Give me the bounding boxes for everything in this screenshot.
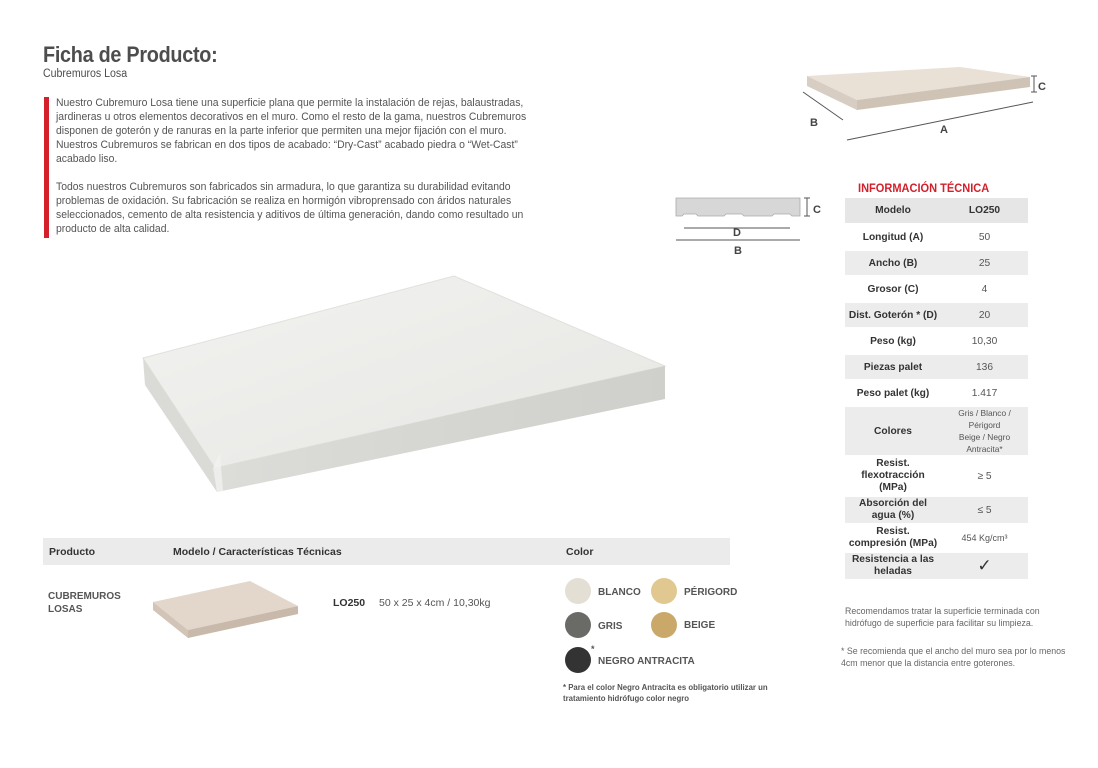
tech-row-label: Dist. Goterón * (D) — [845, 302, 941, 328]
swatch-negro-antracita — [565, 647, 591, 673]
section-b-label: B — [734, 245, 742, 257]
color-label-beige: BEIGE — [684, 620, 716, 631]
tech-header-value: LO250 — [941, 198, 1028, 224]
tech-row-label: Grosor (C) — [845, 276, 941, 302]
swatch-blanco — [565, 578, 591, 604]
product-hero-image — [95, 255, 735, 510]
swatch-perigord — [651, 578, 677, 604]
swatch-gris — [565, 612, 591, 638]
page-title: Ficha de Producto: — [43, 42, 218, 67]
tech-row — [845, 406, 1028, 456]
tech-info-table — [845, 198, 1028, 581]
tech-row — [845, 496, 1028, 524]
tech-row-label: Peso (kg) — [845, 328, 941, 354]
tech-row-value: 454 Kg/cm³ — [941, 524, 1028, 552]
tech-row — [845, 328, 1028, 354]
tech-row-value: 25 — [941, 250, 1028, 276]
model-spec: 50 x 25 x 4cm / 10,30kg — [379, 597, 491, 609]
tech-info-title: INFORMACIÓN TÉCNICA — [858, 181, 990, 195]
tech-row-value: 20 — [941, 302, 1028, 328]
tech-row-value: 10,30 — [941, 328, 1028, 354]
tech-row-value: 50 — [941, 224, 1028, 250]
tech-row-label: Resist. flexotracción (MPa) — [845, 456, 941, 496]
section-c-label: C — [813, 204, 821, 216]
tech-row-value — [941, 406, 1028, 456]
tech-row-value: ≤ 5 — [941, 496, 1028, 524]
surface-treatment-note: Recomendamos tratar la superficie terminada con hidrófugo de superficie para facilitar su limpieza. — [845, 606, 1040, 628]
tech-row — [845, 354, 1028, 380]
page-subtitle: Cubremuros Losa — [43, 68, 128, 80]
color-label-gris: GRIS — [598, 621, 623, 632]
tech-row-label: Ancho (B) — [845, 250, 941, 276]
section-d-label: D — [733, 227, 741, 239]
dimension-drawing-section — [672, 192, 832, 260]
colors-line-1: Gris / Blanco / Périgord — [958, 408, 1011, 430]
tech-row-label: Colores — [845, 406, 941, 456]
colors-line-2: Beige / Negro Antracita* — [958, 432, 1011, 454]
model-code: LO250 — [333, 597, 366, 609]
tech-row-value: ≥ 5 — [941, 456, 1028, 496]
negro-antracita-footnote: * Para el color Negro Antracita es obligatorio utilizar un tratamiento hidrófugo color negro — [563, 683, 768, 703]
intro-accent-bar — [44, 97, 49, 238]
tech-row — [845, 524, 1028, 552]
tech-row-label: Absorción del agua (%) — [845, 496, 941, 524]
tech-row-label: Resistencia a las heladas — [845, 552, 941, 580]
tech-row — [845, 552, 1028, 580]
tech-row-label: Resist. compresión (MPa) — [845, 524, 941, 552]
swatch-beige — [651, 612, 677, 638]
header-color: Color — [566, 546, 594, 558]
product-thumbnail — [150, 578, 300, 646]
product-name: CUBREMUROS LOSAS — [48, 591, 121, 615]
tech-row-value: 136 — [941, 354, 1028, 380]
color-label-perigord: PÉRIGORD — [684, 587, 738, 598]
tech-row — [845, 456, 1028, 496]
tech-row-value: 4 — [941, 276, 1028, 302]
tech-row — [845, 302, 1028, 328]
wall-width-note: * Se recomienda que el ancho del muro sea por lo menos 4cm menor que la distancia entre goterones. — [841, 646, 1066, 668]
header-product: Producto — [49, 546, 96, 558]
tech-row-label: Piezas palet — [845, 354, 941, 380]
tech-row — [845, 380, 1028, 406]
tech-row-value: 1.417 — [941, 380, 1028, 406]
tech-row — [845, 224, 1028, 250]
dimension-b-label: B — [810, 117, 818, 129]
product-table-header — [43, 538, 730, 565]
intro-text — [56, 96, 540, 250]
tech-header-label: Modelo — [845, 198, 941, 224]
asterisk-marker: * — [591, 644, 595, 654]
dimension-a-label: A — [940, 124, 948, 136]
intro-paragraph-2: Todos nuestros Cubremuros son fabricados sin armadura, lo que garantiza su durabilidad evitando problemas de oxidación. Su fabricación se realiza en hormigón vibroprensado con áridos naturales seleccionados, cemento de alta resistencia y aditivos de última generación, dando como resultado un producto de alta calidad. — [56, 181, 524, 235]
tech-row-label: Peso palet (kg) — [845, 380, 941, 406]
dimension-drawing-isometric — [795, 62, 1065, 142]
tech-row-header — [845, 198, 1028, 224]
tech-row — [845, 276, 1028, 302]
intro-paragraph-1: Nuestro Cubremuro Losa tiene una superficie plana que permite la instalación de rejas, balaustradas, jardineras u otros elementos decorativos en el muro. Como el resto de la gama, nuestros Cubremuros disponen de goterón y de ranuras en la parte inferior que permiten una mejor fijación con el muro. Nuestros Cubremuros se fabrican en dos tipos de acabado: “Dry-Cast” acabado piedra o “Wet-Cast” acabado liso. — [56, 97, 527, 165]
tech-row-label: Longitud (A) — [845, 224, 941, 250]
color-label-blanco: BLANCO — [598, 587, 641, 598]
header-model: Modelo / Características Técnicas — [173, 546, 342, 558]
color-label-negro-antracita: NEGRO ANTRACITA — [598, 656, 695, 667]
check-icon: ✓ — [941, 552, 1028, 580]
dimension-c-label: C — [1038, 81, 1046, 93]
tech-row — [845, 250, 1028, 276]
